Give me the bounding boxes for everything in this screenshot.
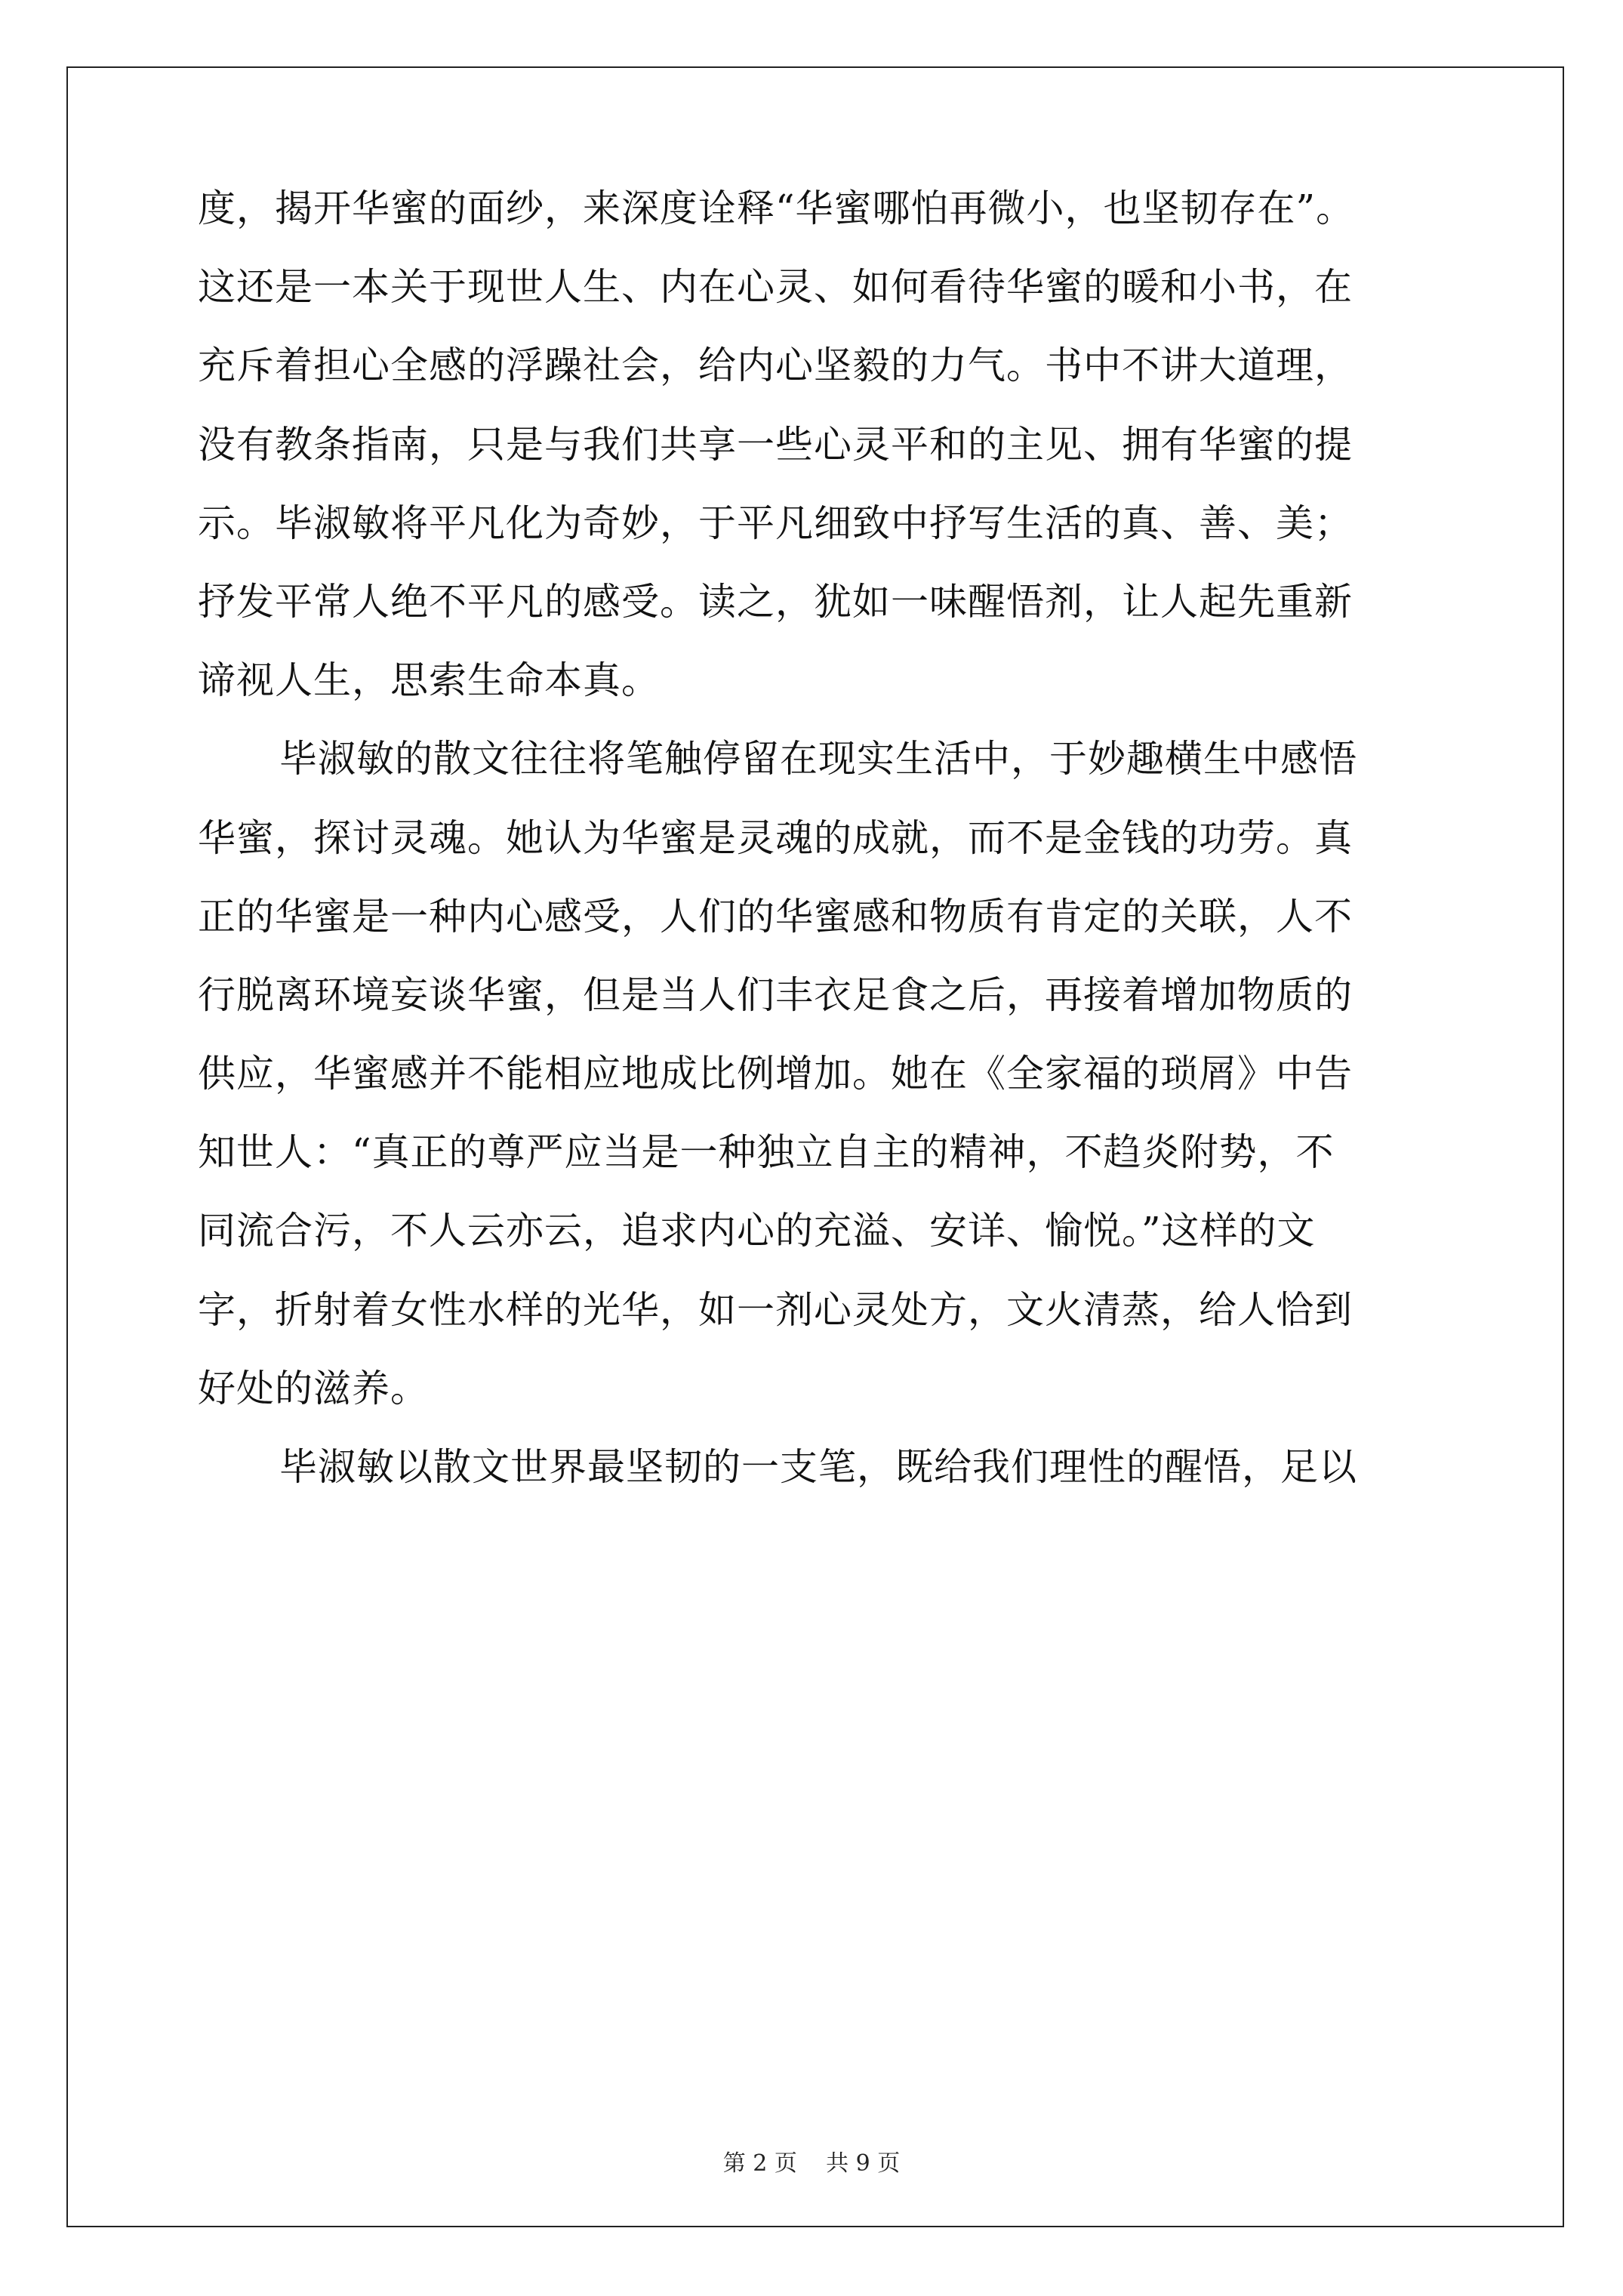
text-line-4: 没有教条指南，只是与我们共享一些心灵平和的主见、拥有华蜜的提 — [198, 422, 1353, 467]
text-line-11: 行脱离环境妄谈华蜜，但是当人们丰衣足食之后，再接着增加物质的 — [198, 972, 1353, 1017]
text-line-1: 度，揭开华蜜的面纱，来深度诠释“华蜜哪怕再微小，也坚韧存在”。 — [198, 186, 1355, 230]
text-line-3: 充斥着担心全感的浮躁社会，给内心坚毅的力气。书中不讲大道理， — [198, 344, 1353, 388]
text-line-8: 毕淑敏的散文往往将笔触停留在现实生活中，于妙趣横生中感悟 — [279, 737, 1357, 781]
text-line-16: 好处的滋养。 — [198, 1366, 429, 1410]
text-line-13: 知世人：“真正的尊严应当是一种独立自主的精神，不趋炎附势，不 — [198, 1130, 1335, 1175]
text-line-6: 抒发平常人绝不平凡的感受。读之，犹如一味醒悟剂，让人起先重新 — [198, 579, 1353, 624]
text-line-10: 正的华蜜是一种内心感受，人们的华蜜感和物质有肯定的关联，人不 — [198, 894, 1353, 938]
text-line-9: 华蜜，探讨灵魂。她认为华蜜是灵魂的成就，而不是金钱的功劳。真 — [198, 815, 1353, 860]
text-line-14: 同流合污，不人云亦云，追求内心的充溢、安详、愉悦。”这样的文 — [198, 1209, 1316, 1253]
text-line-7: 谛视人生，思索生命本真。 — [198, 658, 660, 703]
text-line-17: 毕淑敏以散文世界最坚韧的一支笔，既给我们理性的醒悟，足以 — [279, 1445, 1357, 1489]
page-footer: 第 2 页 共 9 页 — [722, 2150, 901, 2177]
text-line-15: 字，折射着女性水样的光华，如一剂心灵处方，文火清蒸，给人恰到 — [198, 1287, 1353, 1332]
document-body — [198, 186, 1436, 1526]
text-line-5: 示。毕淑敏将平凡化为奇妙，于平凡细致中抒写生活的真、善、美； — [198, 501, 1353, 545]
text-line-2: 这还是一本关于现世人生、内在心灵、如何看待华蜜的暖和小书，在 — [198, 265, 1353, 310]
text-line-12: 供应，华蜜感并不能相应地成比例增加。她在《全家福的琐屑》中告 — [198, 1052, 1353, 1096]
